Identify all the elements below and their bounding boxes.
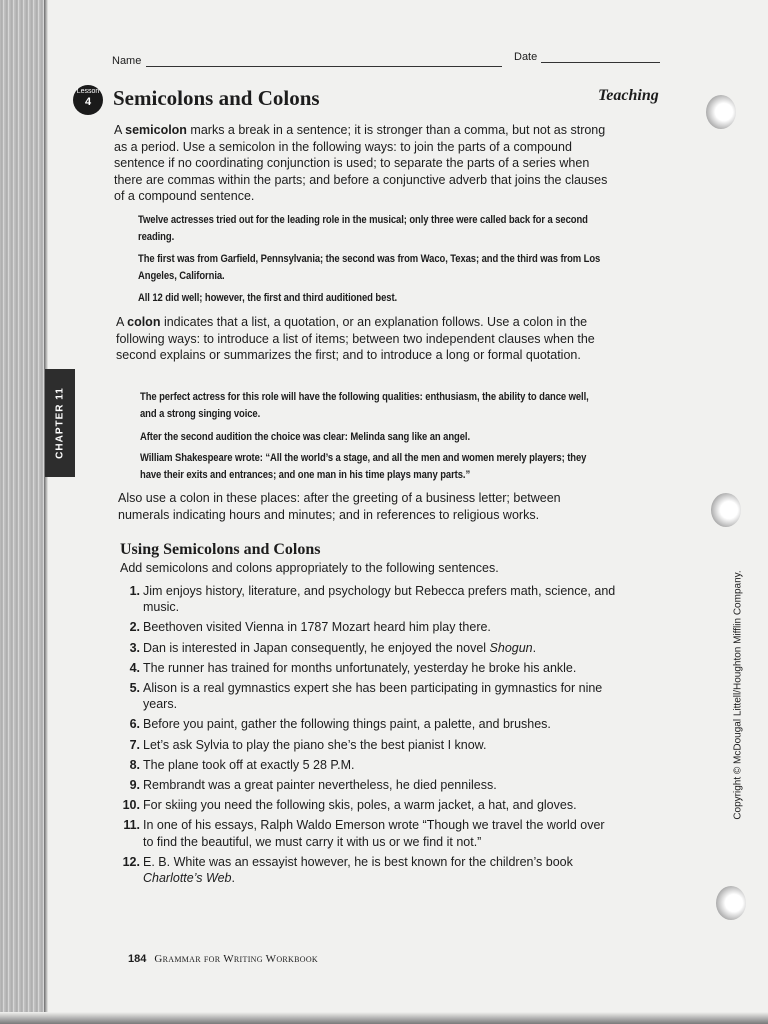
exercise-item — [118, 757, 618, 773]
colon-example: William Shakespeare wrote: “All the world’s a stage, and all the men and women merely players; they have their exits and entrances; and one man in his time plays many parts.” — [140, 452, 587, 481]
copyright-notice — [730, 560, 746, 830]
chapter-tab-label: CHAPTER 11 — [54, 387, 66, 459]
page-number: 184 — [128, 953, 147, 965]
exercise-item — [118, 817, 618, 849]
exercise-item — [118, 777, 618, 793]
exercise-item-text: Rembrandt was a great painter nevertheless, he died penniless. — [143, 778, 497, 793]
lesson-number: 4 — [84, 96, 92, 108]
exercise-item-text: Alison is a real gymnastics expert she has been participating in gymnastics for nine years. — [143, 681, 603, 712]
semicolon-intro: A semicolon marks a break in a sentence; it is stronger than a comma, but not as strong as a period. Use a semicolon in the following ways: to join the parts of a compound sentence if no coordinating conjunction is used; to separate the parts of a series when there are commas within the parts; and before a conjunctive adverb that joins the clauses of a compound sentence. — [114, 123, 608, 203]
exercise-item-number: 6. — [129, 717, 140, 732]
exercise-item-number: 10. — [122, 798, 140, 813]
exercise-item — [118, 583, 618, 615]
exercise-item-number: 9. — [129, 778, 140, 793]
punch-hole-bottom — [716, 886, 746, 920]
exercise-item-text: Beethoven visited Vienna in 1787 Mozart heard him play there. — [143, 620, 491, 635]
exercise-item — [118, 660, 618, 676]
exercise-item-text: Before you paint, gather the following things paint, a palette, and brushes. — [143, 717, 551, 732]
exercise-item-number: 5. — [129, 681, 140, 696]
exercise-item-punct: . — [231, 871, 235, 886]
semicolon-example: Twelve actresses tried out for the leading role in the musical; only three were called back for a second reading. — [138, 214, 588, 243]
exercise-item-punct: . — [532, 640, 537, 655]
exercise-item — [118, 737, 618, 753]
colon-also-uses: Also use a colon in these places: after the greeting of a business letter; between numerals indicating hours and minutes; and in references to religious works. — [118, 491, 561, 522]
copyright-text: Copyright © McDougal Littell/Houghton Mifflin Company. — [732, 570, 744, 820]
exercise-item-number: 4. — [129, 660, 140, 675]
date-label: Date — [514, 51, 538, 63]
colon-intro: A colon indicates that a list, a quotation, or an explanation follows. Use a colon in the following ways: to introduce a list of items; between two independent clauses when the second explains or summarizes the first; and to introduce a long or formal quotation. — [116, 315, 595, 362]
book-title: Grammar for Writing Workbook — [154, 953, 318, 965]
chapter-tab — [45, 369, 75, 477]
exercise-item — [118, 619, 618, 635]
exercise-item-number: 12. — [122, 854, 140, 869]
exercise-item-text: For skiing you need the following skis, poles, a warm jacket, a hat, and gloves. — [143, 798, 577, 813]
exercise-item-text: The plane took off at exactly 5 28 P.M. — [143, 757, 355, 772]
exercise-list — [118, 583, 618, 890]
exercise-item-number: 11. — [123, 818, 140, 833]
exercise-item-title: Shogun — [489, 640, 533, 655]
exercise-item-text: Dan is interested in Japan consequently, he enjoyed the novel — [143, 640, 490, 655]
date-field[interactable] — [514, 51, 660, 63]
page-footer — [128, 953, 318, 965]
exercise-item-number: 7. — [129, 737, 140, 752]
exercise-item-text: The runner has trained for months unfortunately, yesterday he broke his ankle. — [143, 660, 577, 675]
lesson-word: Lesson — [76, 88, 100, 95]
page-title: Semicolons and Colons — [113, 86, 320, 110]
exercise-item-number: 2. — [129, 620, 140, 635]
exercise-item-number: 8. — [129, 757, 140, 772]
colon-example: The perfect actress for this role will have the following qualities: enthusiasm, the ability to dance well, and a strong singing voice. — [140, 391, 589, 420]
teaching-label: Teaching — [598, 87, 659, 104]
exercise-item — [118, 797, 618, 813]
semicolon-term: semicolon — [125, 123, 187, 137]
colon-term: colon — [127, 315, 161, 329]
exercise-item-text: Jim enjoys history, literature, and psychology but Rebecca prefers math, science, and music. — [143, 584, 616, 615]
exercise-item-title: Charlotte’s Web — [143, 871, 232, 886]
exercise-item-number: 1. — [129, 584, 140, 598]
date-line[interactable] — [541, 62, 660, 63]
colon-example: After the second audition the choice was clear: Melinda sang like an angel. — [140, 431, 470, 443]
exercise-item-text: E. B. White was an essayist however, he is best known for the children’s book — [143, 854, 573, 869]
exercise-item — [118, 854, 618, 886]
name-line[interactable] — [146, 66, 502, 67]
exercise-item-text: In one of his essays, Ralph Waldo Emerson wrote “Though we travel the world over to find the beautiful, we must carry it with us or we find it not.” — [143, 818, 605, 849]
page-bottom-edge — [0, 1012, 768, 1024]
exercise-item — [118, 680, 618, 712]
exercise-item — [118, 716, 618, 732]
exercise-item — [118, 640, 618, 656]
semicolon-example: The first was from Garfield, Pennsylvania; the second was from Waco, Texas; and the third was from Los Angeles, California. — [138, 253, 601, 282]
exercise-instructions: Add semicolons and colons appropriately to the following sentences. — [120, 561, 499, 575]
punch-hole-top — [706, 95, 736, 129]
exercise-item-number: 3. — [129, 640, 140, 655]
name-field[interactable] — [112, 55, 502, 67]
semicolon-example: All 12 did well; however, the first and third auditioned best. — [138, 292, 398, 304]
exercise-item-text: Let’s ask Sylvia to play the piano she’s the best pianist I know. — [143, 737, 487, 752]
binding-edge — [0, 0, 44, 1024]
punch-hole-middle — [711, 493, 741, 527]
exercise-title: Using Semicolons and Colons — [120, 541, 321, 558]
lesson-badge — [73, 85, 103, 115]
name-label: Name — [112, 55, 142, 67]
